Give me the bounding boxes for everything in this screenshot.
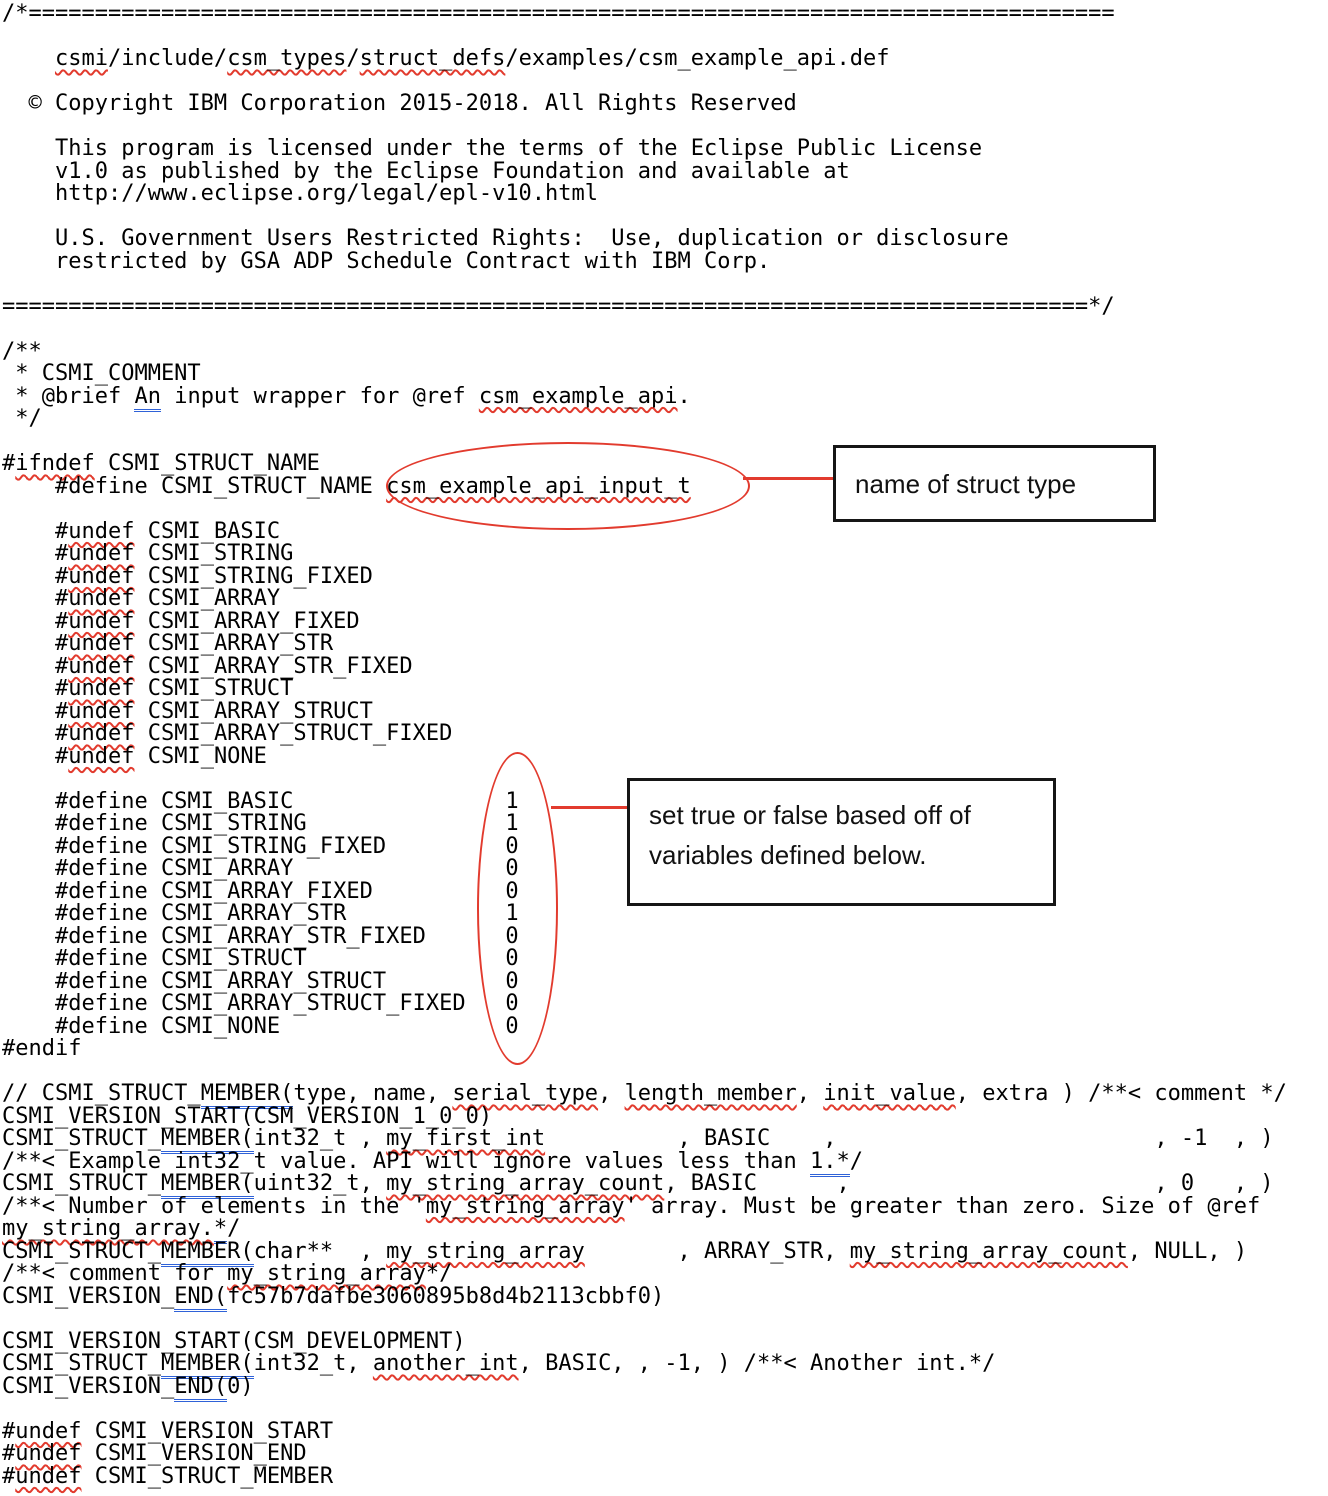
code-text: int32_t , bbox=[253, 1126, 387, 1151]
code-text: / bbox=[227, 1216, 241, 1241]
code-text: CSMI_ARRAY_STRUCT_FIXED bbox=[134, 721, 453, 746]
misspelled-word: csm_example_api_input_t bbox=[386, 473, 691, 499]
code-line bbox=[2, 1038, 1287, 1061]
code-line bbox=[2, 743, 1287, 769]
code-text: # bbox=[2, 743, 69, 769]
code-text: CSMI_VERSION_START(CSM_VERSION_1_0_0) bbox=[2, 1103, 493, 1129]
code-text: # bbox=[2, 676, 69, 701]
code-line bbox=[2, 383, 1287, 409]
code-line bbox=[2, 1373, 1287, 1399]
callout-flags-text-line1: set true or false based off of bbox=[649, 800, 971, 830]
code-line bbox=[2, 968, 1287, 994]
code-text: / bbox=[346, 46, 360, 71]
code-line bbox=[2, 1238, 1287, 1264]
code-line bbox=[2, 1218, 1287, 1241]
callout-flags-text-line2: variables defined below. bbox=[649, 840, 927, 870]
code-text: # bbox=[2, 541, 69, 566]
callout-box-struct-name bbox=[833, 445, 1156, 522]
misspelled-word: csm_example_api bbox=[478, 383, 678, 409]
code-text: CSMI_STRING bbox=[134, 541, 294, 566]
callout-struct-name-text: name of struct type bbox=[855, 469, 1077, 499]
code-text: , bbox=[796, 1081, 824, 1106]
code-text: #define CSMI_ARRAY_STRUCT 0 bbox=[2, 968, 519, 994]
code-text: CSMI_STRUCT bbox=[134, 676, 294, 701]
code-line bbox=[2, 1193, 1287, 1219]
code-text: # bbox=[2, 586, 69, 611]
code-text bbox=[2, 46, 55, 71]
code-text: #define CSMI_ARRAY_STRUCT_FIXED 0 bbox=[2, 991, 519, 1016]
code-text: restricted by GSA ADP Schedule Contract with IBM Corp. bbox=[2, 248, 771, 274]
code-line bbox=[2, 1463, 1287, 1489]
code-text: CSMI_BASIC bbox=[134, 518, 281, 544]
code-text: # bbox=[2, 1463, 16, 1489]
code-text: fc57b7dafbe3060895b8d4b2113cbbf0) bbox=[227, 1283, 665, 1309]
code-line bbox=[2, 1061, 1287, 1084]
code-text: * CSMI_COMMENT bbox=[2, 361, 201, 386]
code-text: /examples/csm_example_api.def bbox=[505, 46, 890, 71]
code-text: ' array. Must be greater than zero. Size of @ref bbox=[624, 1193, 1261, 1219]
code-line bbox=[2, 71, 1287, 94]
code-text: # bbox=[2, 721, 69, 746]
code-text: 0) bbox=[227, 1373, 254, 1399]
code-text: # bbox=[2, 608, 69, 634]
code-text: , BASIC, , -1, ) /**< Another int.*/ bbox=[518, 1351, 996, 1376]
code-line bbox=[2, 138, 1287, 161]
code-text: # bbox=[2, 451, 16, 476]
code-line bbox=[2, 1283, 1287, 1309]
code-text: CSMI_STRUCT_ bbox=[2, 1126, 161, 1151]
misspelled-word: init_value bbox=[823, 1081, 956, 1106]
code-line bbox=[2, 948, 1287, 971]
code-line bbox=[2, 3, 1287, 26]
annotation-connector-struct-name bbox=[743, 477, 835, 480]
code-line bbox=[2, 1148, 1287, 1174]
misspelled-word: undef bbox=[68, 698, 135, 724]
code-line bbox=[2, 183, 1287, 206]
grammar-flagged-word: An bbox=[134, 384, 161, 412]
code-text: U.S. Government Users Restricted Rights: Use, duplication or disclosure bbox=[2, 226, 1009, 251]
code-text: , NULL, ) bbox=[1127, 1238, 1248, 1264]
code-line bbox=[2, 588, 1287, 611]
code-text: #define CSMI_ARRAY 0 bbox=[2, 856, 519, 881]
grammar-flagged-word: END( bbox=[174, 1374, 227, 1402]
code-text: © Copyright IBM Corporation 2015-2018. All Rights Reserved bbox=[2, 91, 797, 116]
code-text: #endif bbox=[2, 1036, 82, 1061]
code-text: CSMI_VERSION_END bbox=[81, 1441, 307, 1466]
misspelled-word: my_string_array bbox=[425, 1193, 625, 1219]
code-text: CSMI_VERSION_ bbox=[2, 1373, 175, 1399]
code-text: CSMI_STRUCT_ bbox=[2, 1238, 161, 1264]
code-text: . bbox=[677, 383, 691, 409]
code-text: ==================================================================================*/ bbox=[2, 293, 1115, 319]
code-line bbox=[2, 563, 1287, 589]
code-text: /**< Number of elements in the ' bbox=[2, 1193, 426, 1219]
annotation-connector-flag-values bbox=[551, 806, 629, 809]
grammar-flagged-word: * bbox=[214, 1216, 227, 1244]
code-line bbox=[2, 248, 1287, 274]
code-line bbox=[2, 1103, 1287, 1129]
code-text: CSMI_ARRAY_STR bbox=[134, 631, 334, 656]
code-line bbox=[2, 293, 1287, 319]
code-text: # bbox=[2, 563, 69, 589]
grammar-flagged-word: MEMBER( bbox=[161, 1126, 254, 1154]
code-line bbox=[2, 993, 1287, 1016]
code-line bbox=[2, 903, 1287, 926]
code-line bbox=[2, 1328, 1287, 1354]
code-line bbox=[2, 723, 1287, 746]
grammar-flagged-word: 1.* bbox=[810, 1149, 850, 1177]
misspelled-word: undef bbox=[68, 563, 135, 589]
misspelled-word: csmi bbox=[54, 46, 108, 71]
misspelled-word: my_string_array. bbox=[2, 1216, 214, 1241]
code-text: #define CSMI_ARRAY_STR_FIXED 0 bbox=[2, 923, 519, 949]
grammar-flagged-word: MEMBER( bbox=[161, 1351, 254, 1379]
misspelled-word: undef bbox=[68, 608, 135, 634]
code-text: CSMI_VERSION_START(CSM_DEVELOPMENT) bbox=[2, 1328, 466, 1354]
misspelled-word: my_first_int bbox=[386, 1126, 546, 1151]
code-line bbox=[2, 93, 1287, 116]
code-line bbox=[2, 1263, 1287, 1286]
code-text: int32_t, bbox=[253, 1351, 373, 1376]
code-line bbox=[2, 158, 1287, 184]
misspelled-word: ifndef bbox=[15, 451, 95, 476]
code-text: # bbox=[2, 1441, 16, 1466]
code-text: /**< comment for bbox=[2, 1261, 228, 1286]
code-text: #define CSMI_STRING_FIXED 0 bbox=[2, 833, 519, 859]
code-line bbox=[2, 1353, 1287, 1376]
code-text: CSMI_STRUCT_ bbox=[2, 1171, 161, 1196]
misspelled-word: another_int bbox=[372, 1351, 519, 1376]
code-text: #define CSMI_ARRAY_FIXED 0 bbox=[2, 878, 519, 904]
code-text: v1.0 as published by the Eclipse Foundation and available at bbox=[2, 158, 850, 184]
code-text: # bbox=[2, 698, 69, 724]
code-text: # bbox=[2, 518, 69, 544]
code-text: /*================================================================================== bbox=[2, 1, 1115, 26]
code-text: CSMI_ARRAY_FIXED bbox=[134, 608, 360, 634]
grammar-flagged-word: MEMBER( bbox=[161, 1171, 254, 1199]
misspelled-word: undef bbox=[68, 586, 135, 611]
annotation-ellipse-struct-name bbox=[386, 442, 750, 530]
code-view bbox=[2, 3, 1287, 1488]
annotation-ellipse-flag-values bbox=[477, 752, 558, 1065]
misspelled-word: undef bbox=[68, 743, 135, 769]
code-line bbox=[2, 1418, 1287, 1444]
code-text: #define CSMI_BASIC 1 bbox=[2, 788, 519, 814]
code-text: /**< Example int32_t value. API will ignore values less than bbox=[2, 1148, 810, 1174]
code-text: CSMI_NONE bbox=[134, 743, 267, 769]
code-text: # bbox=[2, 1418, 16, 1444]
code-line bbox=[2, 923, 1287, 949]
code-text: uint32_t, bbox=[253, 1171, 387, 1196]
misspelled-word: undef bbox=[68, 653, 135, 679]
code-text: CSMI_STRUCT_ bbox=[2, 1351, 161, 1376]
code-line bbox=[2, 228, 1287, 251]
code-line bbox=[2, 26, 1287, 49]
misspelled-word: undef bbox=[68, 631, 135, 656]
code-text: CSMI_STRUCT_NAME bbox=[94, 451, 320, 476]
misspelled-word: undef bbox=[15, 1463, 82, 1489]
misspelled-word: csm_types bbox=[227, 46, 347, 71]
misspelled-word: serial_type bbox=[452, 1081, 599, 1106]
code-text: CSMI_ARRAY bbox=[134, 586, 281, 611]
code-text: CSMI_VERSION_START bbox=[81, 1418, 334, 1444]
code-text: */ bbox=[425, 1261, 453, 1286]
code-text: #define CSMI_STRING 1 bbox=[2, 811, 519, 836]
code-line bbox=[2, 206, 1287, 229]
code-line bbox=[2, 698, 1287, 724]
misspelled-word: my_string_array_count bbox=[386, 1171, 665, 1196]
code-line bbox=[2, 116, 1287, 139]
code-line bbox=[2, 338, 1287, 364]
code-line bbox=[2, 1013, 1287, 1039]
code-text: #define CSMI_STRUCT_NAME bbox=[2, 473, 387, 499]
code-text: , BASIC , , -1 , ) bbox=[545, 1126, 1274, 1151]
code-text: // CSMI_STRUCT_ bbox=[2, 1081, 201, 1106]
code-text: CSMI_ARRAY_STRUCT bbox=[134, 698, 373, 724]
code-text: * @brief bbox=[2, 383, 135, 409]
code-text: CSMI_STRING_FIXED bbox=[134, 563, 373, 589]
misspelled-word: undef bbox=[68, 541, 135, 566]
code-line bbox=[2, 1128, 1287, 1151]
code-line bbox=[2, 633, 1287, 656]
code-text: , bbox=[598, 1081, 625, 1106]
code-line bbox=[2, 678, 1287, 701]
code-text: / bbox=[849, 1148, 863, 1174]
code-line bbox=[2, 48, 1287, 71]
code-text: /** bbox=[2, 338, 42, 364]
code-text: /include/ bbox=[107, 46, 228, 71]
code-line bbox=[2, 318, 1287, 341]
code-line bbox=[2, 608, 1287, 634]
misspelled-word: undef bbox=[68, 518, 135, 544]
misspelled-word: length_member bbox=[624, 1081, 797, 1106]
code-text: # bbox=[2, 631, 69, 656]
code-text: , ARRAY_STR, bbox=[584, 1238, 850, 1264]
code-text: , BASIC , , 0 , ) bbox=[664, 1171, 1274, 1196]
grammar-flagged-word: MEMBER( bbox=[201, 1081, 294, 1109]
code-line bbox=[2, 1443, 1287, 1466]
code-line bbox=[2, 543, 1287, 566]
code-text: , extra ) /**< comment */ bbox=[955, 1081, 1287, 1106]
code-text: #define CSMI_NONE 0 bbox=[2, 1013, 519, 1039]
misspelled-word: my_string_array bbox=[386, 1238, 585, 1264]
code-line bbox=[2, 1083, 1287, 1106]
misspelled-word: struct_defs bbox=[359, 46, 506, 71]
code-text: char** , bbox=[253, 1238, 387, 1264]
code-text: */ bbox=[2, 406, 42, 431]
code-text: input wrapper for @ref bbox=[160, 383, 479, 409]
code-text: type, name, bbox=[293, 1081, 453, 1106]
misspelled-word: undef bbox=[15, 1418, 82, 1444]
misspelled-word: undef bbox=[15, 1441, 82, 1466]
grammar-flagged-word: END( bbox=[174, 1284, 227, 1312]
code-text: CSMI_VERSION_ bbox=[2, 1283, 175, 1309]
code-text: CSMI_ARRAY_STR_FIXED bbox=[134, 653, 413, 679]
callout-box-flag-values bbox=[627, 778, 1056, 906]
code-line bbox=[2, 363, 1287, 386]
code-text: #define CSMI_ARRAY_STR 1 bbox=[2, 901, 519, 926]
code-text: http://www.eclipse.org/legal/epl-v10.html bbox=[2, 181, 599, 206]
code-line bbox=[2, 273, 1287, 296]
grammar-flagged-word: MEMBER( bbox=[161, 1239, 254, 1267]
code-text: This program is licensed under the terms of the Eclipse Public License bbox=[2, 136, 983, 161]
code-line bbox=[2, 408, 1287, 431]
misspelled-word: my_string_array bbox=[227, 1261, 426, 1286]
code-line bbox=[2, 1173, 1287, 1196]
code-text: CSMI_STRUCT_MEMBER bbox=[81, 1463, 334, 1489]
misspelled-word: undef bbox=[68, 721, 135, 746]
code-line bbox=[2, 653, 1287, 679]
code-text: #define CSMI_STRUCT 0 bbox=[2, 946, 519, 971]
code-text: # bbox=[2, 653, 69, 679]
misspelled-word: my_string_array_count bbox=[849, 1238, 1128, 1264]
misspelled-word: undef bbox=[68, 676, 135, 701]
